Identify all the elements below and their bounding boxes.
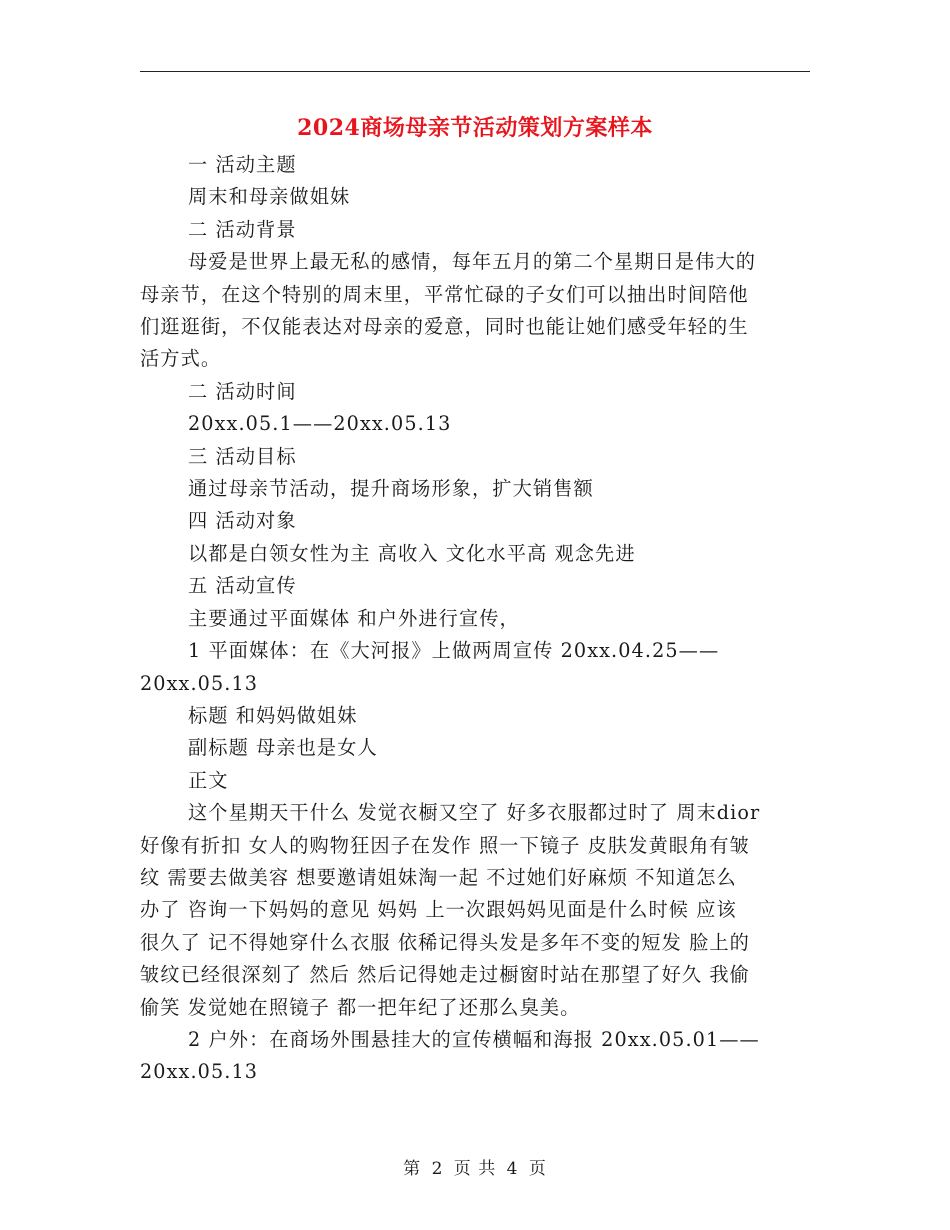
paragraph-line: 二 活动背景 <box>188 217 297 241</box>
paragraph <box>140 635 812 700</box>
paragraph-line: 标题 和妈妈做姐妹 <box>188 703 358 727</box>
paragraph <box>140 603 812 635</box>
paragraph <box>140 441 812 473</box>
paragraph-line: 很久了 记不得她穿什么衣服 依稀记得头发是多年不变的短发 脸上的 <box>140 930 750 954</box>
paragraph-line: 皱纹已经很深刻了 然后 然后记得她走过橱窗时站在那望了好久 我偷 <box>140 963 750 987</box>
paragraph-line: 20xx.05.13 <box>140 671 259 695</box>
paragraph-line: 主要通过平面媒体 和户外进行宣传， <box>188 606 520 630</box>
paragraph <box>140 797 812 1024</box>
paragraph-line: 办了 咨询一下妈妈的意见 妈妈 上一次跟妈妈见面是什么时候 应该 <box>140 898 737 922</box>
paragraph-line: 通过母亲节活动，提升商场形象，扩大销售额 <box>188 477 594 501</box>
paragraph-line: 好像有折扣 女人的购物狂因子在发作 照一下镜子 皮肤发黄眼角有皱 <box>140 833 750 857</box>
paragraph <box>140 700 812 732</box>
footer-total-pages: 4 <box>506 1159 519 1179</box>
paragraph-line: 这个星期天干什么 发觉衣橱又空了 好多衣服都过时了 周末dior <box>188 801 761 825</box>
paragraph <box>140 473 812 505</box>
paragraph-line: 二 活动时间 <box>188 379 297 403</box>
footer-middle: 页 共 <box>453 1159 497 1179</box>
paragraph-line: 以都是白领女性为主 高收入 文化水平高 观念先进 <box>188 541 636 565</box>
paragraph-line: 副标题 母亲也是女人 <box>188 736 378 760</box>
paragraph-line: 三 活动目标 <box>188 444 297 468</box>
paragraph <box>140 732 812 764</box>
paragraph <box>140 181 812 213</box>
document-body <box>140 149 812 1089</box>
paragraph-line: 母亲节，在这个特别的周末里，平常忙碌的子女们可以抽出时间陪他 <box>140 282 749 306</box>
paragraph <box>140 538 812 570</box>
paragraph <box>140 376 812 408</box>
paragraph-line: 2 户外：在商场外围悬挂大的宣传横幅和海报 20xx.05.01—— <box>188 1027 760 1051</box>
paragraph-line: 活方式。 <box>140 347 222 371</box>
paragraph <box>140 570 812 602</box>
paragraph-line: 20xx.05.1——20xx.05.13 <box>188 412 452 436</box>
paragraph-line: 偷笑 发觉她在照镜子 都一把年纪了还那么臭美。 <box>140 995 581 1019</box>
paragraph-line: 一 活动主题 <box>188 153 297 176</box>
footer-page-number: 2 <box>431 1159 444 1179</box>
paragraph <box>140 505 812 537</box>
footer-prefix: 第 <box>403 1159 422 1179</box>
paragraph-line: 正文 <box>188 768 229 792</box>
paragraph-line: 母爱是世界上最无私的感情，每年五月的第二个星期日是伟大的 <box>188 250 757 274</box>
paragraph <box>140 149 812 181</box>
header-rule <box>140 71 810 72</box>
paragraph-line: 五 活动宣传 <box>188 574 297 598</box>
paragraph-line: 周末和母亲做姐妹 <box>188 185 351 209</box>
footer-suffix: 页 <box>528 1159 547 1179</box>
paragraph-line: 们逛逛街，不仅能表达对母亲的爱意，同时也能让她们感受年轻的生 <box>140 315 749 339</box>
paragraph <box>140 1024 812 1089</box>
paragraph-line: 20xx.05.13 <box>140 1060 259 1084</box>
paragraph <box>140 408 812 440</box>
page-footer <box>0 1154 950 1179</box>
document-title: 2024商场母亲节活动策划方案样本 <box>297 115 653 141</box>
paragraph <box>140 765 812 797</box>
paragraph-line: 纹 需要去做美容 想要邀请姐妹淘一起 不过她们好麻烦 不知道怎么 <box>140 865 737 889</box>
paragraph <box>140 214 812 246</box>
paragraph-line: 1 平面媒体：在《大河报》上做两周宣传 20xx.04.25—— <box>188 639 720 663</box>
paragraph <box>140 246 812 376</box>
paragraph-line: 四 活动对象 <box>188 509 297 533</box>
